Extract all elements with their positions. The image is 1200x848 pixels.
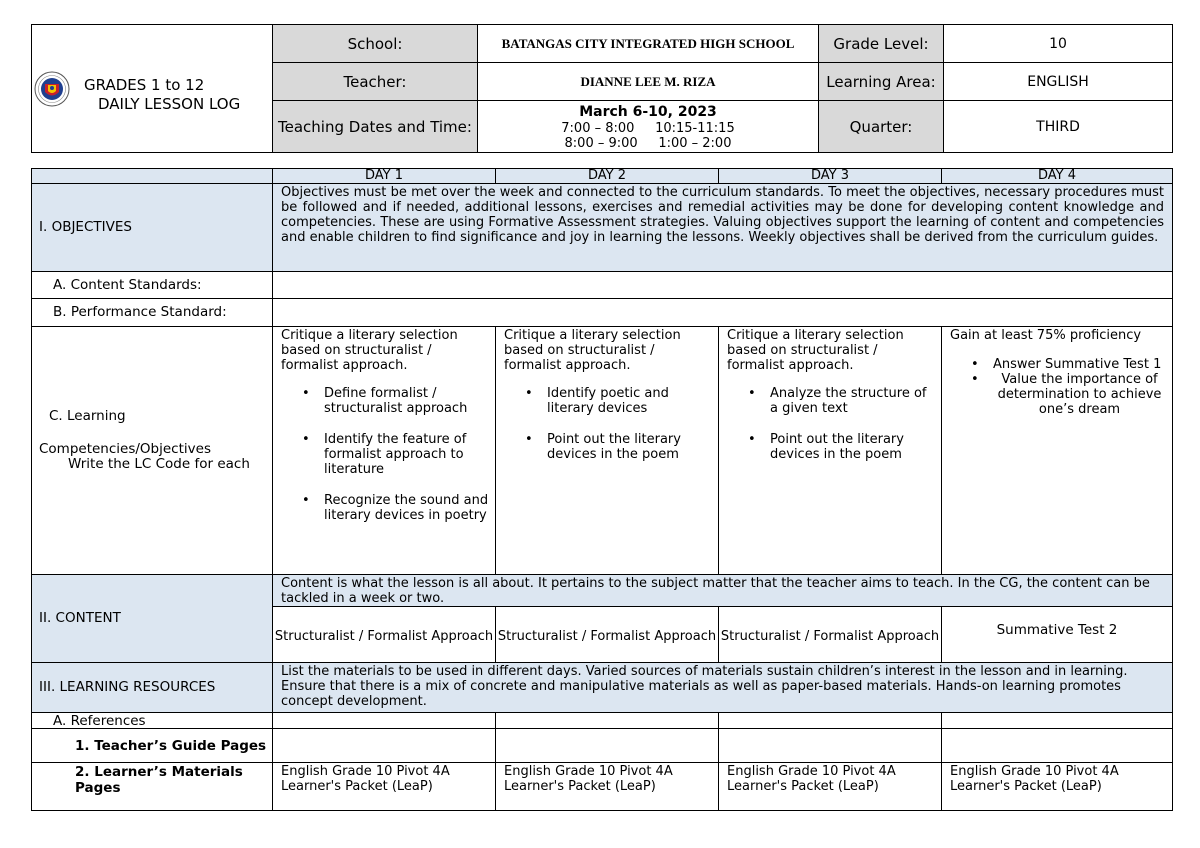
teachers-guide-label-text: 1. Teacher’s Guide Pages — [75, 737, 267, 754]
learners-materials-day-3: English Grade 10 Pivot 4A Learner's Packet (LeaP) — [719, 763, 942, 811]
quarter-value: THIRD — [944, 101, 1173, 153]
deped-seal-icon — [34, 71, 70, 107]
log-title-line2: DAILY LESSON LOG — [98, 95, 241, 113]
learning-resources-label: III. LEARNING RESOURCES — [32, 663, 273, 713]
content-standards-value — [273, 272, 1173, 299]
header-table — [31, 24, 1173, 153]
teachers-guide-label — [32, 729, 273, 763]
teaching-time-line1: 7:00 – 8:00 10:15-11:15 — [561, 120, 735, 136]
logo-cell — [32, 25, 273, 153]
teaching-dates-label: Teaching Dates and Time: — [273, 101, 478, 153]
school-label: School: — [273, 25, 478, 63]
content-label: II. CONTENT — [32, 575, 273, 663]
teaching-dates-value — [478, 101, 819, 153]
day-header-blank — [32, 169, 273, 184]
competencies-day-3-list — [727, 386, 935, 462]
competencies-day-2 — [496, 327, 719, 575]
performance-standard-label: B. Performance Standard: — [32, 299, 273, 327]
competencies-label-line3: Write the LC Code for each — [68, 456, 250, 472]
competencies-day-4 — [942, 327, 1173, 575]
list-item: • Identify the feature of formalist approach to literature — [324, 432, 489, 477]
content-day-4: Summative Test 2 — [942, 607, 1173, 663]
competencies-day-2-intro: Critique a literary selection based on structuralist / formalist approach. — [504, 328, 681, 373]
day-4-header: DAY 4 — [942, 169, 1173, 184]
competencies-day-2-list — [504, 386, 712, 462]
content-day-1: Structuralist / Formalist Approach — [273, 607, 496, 663]
day-2-header: DAY 2 — [496, 169, 719, 184]
teaching-dates-title: March 6-10, 2023 — [579, 103, 717, 120]
list-item: • Define formalist / structuralist approach — [324, 386, 489, 416]
quarter-label: Quarter: — [819, 101, 944, 153]
competencies-day-1-intro: Critique a literary selection based on structuralist / formalist approach. — [281, 328, 458, 373]
competencies-day-4-list — [950, 357, 1166, 417]
learning-area-value: ENGLISH — [944, 63, 1173, 101]
objectives-label: I. OBJECTIVES — [32, 184, 273, 272]
learners-materials-day-4: English Grade 10 Pivot 4A Learner's Packet (LeaP) — [942, 763, 1173, 811]
references-day-2 — [496, 713, 719, 729]
teachers-guide-day-4 — [942, 729, 1173, 763]
content-day-3: Structuralist / Formalist Approach — [719, 607, 942, 663]
learners-materials-label — [32, 763, 273, 811]
competencies-day-3 — [719, 327, 942, 575]
day-1-header: DAY 1 — [273, 169, 496, 184]
teacher-value: DIANNE LEE M. RIZA — [478, 63, 819, 101]
teachers-guide-day-2 — [496, 729, 719, 763]
competencies-label — [32, 327, 273, 575]
competencies-label-line1: C. Learning — [49, 408, 126, 424]
daily-lesson-log-title — [84, 76, 240, 114]
teachers-guide-day-3 — [719, 729, 942, 763]
teachers-guide-day-1 — [273, 729, 496, 763]
content-standards-label: A. Content Standards: — [32, 272, 273, 299]
content-day-2: Structuralist / Formalist Approach — [496, 607, 719, 663]
references-day-4 — [942, 713, 1173, 729]
school-value: BATANGAS CITY INTEGRATED HIGH SCHOOL — [478, 25, 819, 63]
content-text: Content is what the lesson is all about. It pertains to the subject matter that the teacher aims to teach. In the CG, the content can be tackled in a week or two. — [273, 575, 1173, 607]
grade-level-label: Grade Level: — [819, 25, 944, 63]
performance-standard-value — [273, 299, 1173, 327]
lesson-log-table — [31, 168, 1173, 811]
list-item: • Answer Summative Test 1 — [993, 357, 1166, 372]
learning-area-label: Learning Area: — [819, 63, 944, 101]
competencies-label-line2: Competencies/Objectives — [39, 441, 211, 457]
log-title-line1: GRADES 1 to 12 — [84, 76, 205, 94]
list-item: • Analyze the structure of a given text — [770, 386, 935, 416]
references-day-3 — [719, 713, 942, 729]
learners-materials-day-2: English Grade 10 Pivot 4A Learner's Packet (LeaP) — [496, 763, 719, 811]
learning-resources-text: List the materials to be used in different days. Varied sources of materials sustain children’s interest in the lesson and in learning. Ensure that there is a mix of concrete and manipulative materials as well as paper-based materials. Hands-on learning promotes concept development. — [273, 663, 1173, 713]
references-day-1 — [273, 713, 496, 729]
list-item: • Point out the literary devices in the poem — [770, 432, 935, 462]
teaching-time-line2: 8:00 – 9:00 1:00 – 2:00 — [564, 135, 732, 151]
competencies-day-4-intro: Gain at least 75% proficiency — [950, 328, 1142, 343]
day-3-header: DAY 3 — [719, 169, 942, 184]
grade-level-value: 10 — [944, 25, 1173, 63]
learners-materials-day-1: English Grade 10 Pivot 4A Learner's Packet (LeaP) — [273, 763, 496, 811]
references-label: A. References — [32, 713, 273, 729]
list-item: • Value the importance of determination to achieve one’s dream — [993, 372, 1166, 417]
list-item: • Point out the literary devices in the poem — [547, 432, 712, 462]
list-item: • Recognize the sound and literary devices in poetry — [324, 493, 489, 523]
competencies-day-3-intro: Critique a literary selection based on structuralist / formalist approach. — [727, 328, 904, 373]
competencies-day-1 — [273, 327, 496, 575]
competencies-day-1-list — [281, 386, 489, 523]
list-item: • Identify poetic and literary devices — [547, 386, 712, 416]
learners-materials-label-text: 2. Learner’s Materials Pages — [75, 764, 243, 796]
objectives-text: Objectives must be met over the week and connected to the curriculum standards. To meet the objectives, necessary procedures must be followed and if needed, additional lessons, exercises and remedial activities may be done for developing content knowledge and competencies. These are using Formative Assessment strategies. Valuing objectives support the learning of content and competencies and enable children to find significance and joy in learning the lessons. Weekly objectives shall be derived from the curriculum guides. — [273, 184, 1173, 272]
teacher-label: Teacher: — [273, 63, 478, 101]
